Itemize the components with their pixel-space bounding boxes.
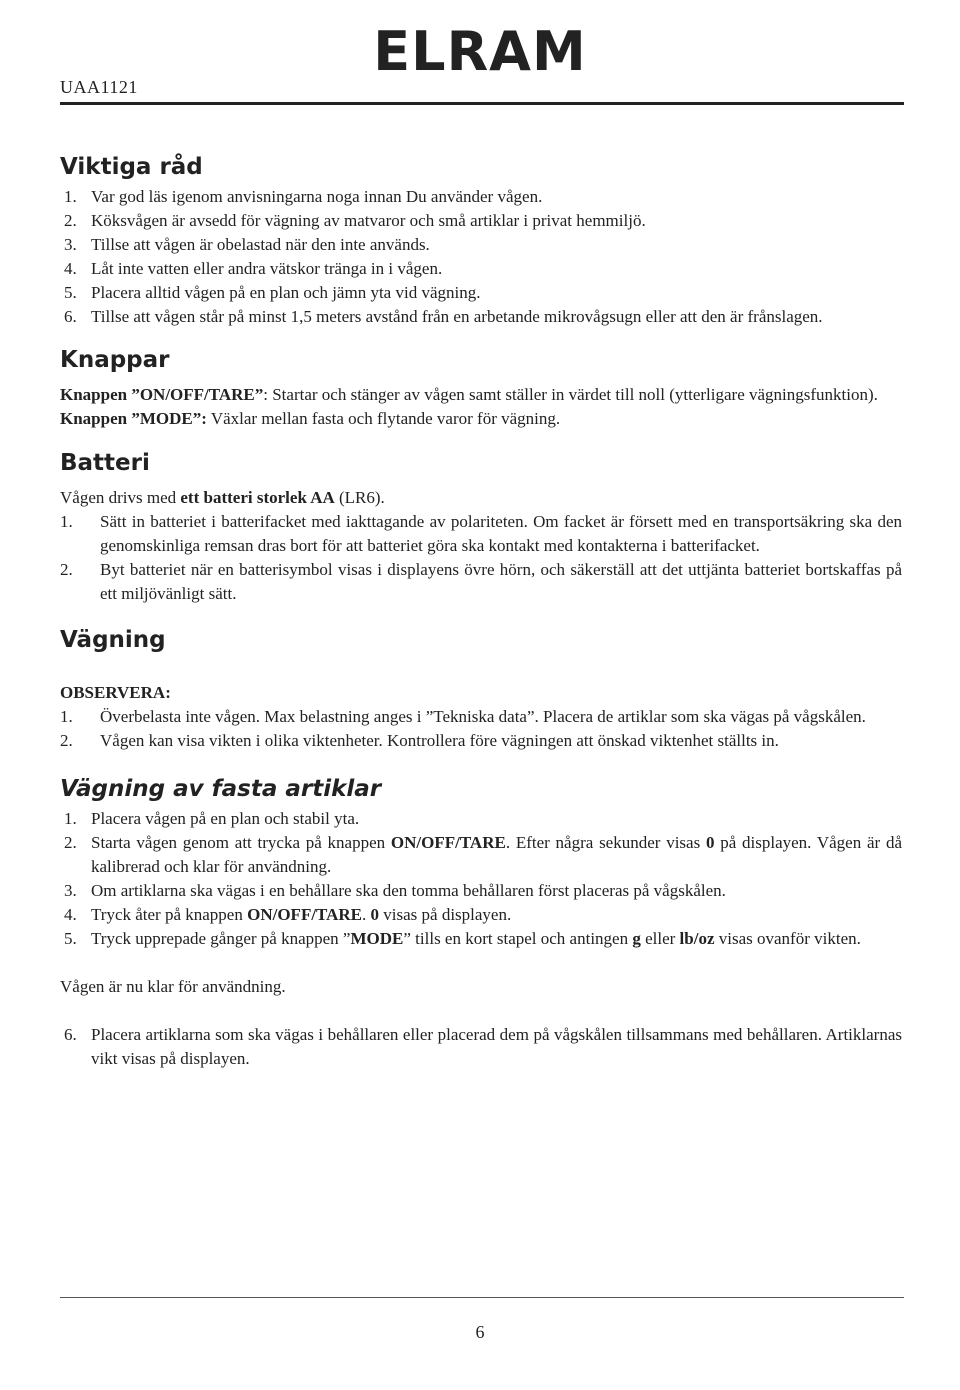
list-item: 1. Överbelasta inte vågen. Max belastning anges i ”Tekniska data”. Placera de artiklar som ska vägas på vågskålen. xyxy=(60,707,866,726)
list-item: 3. Om artiklarna ska vägas i en behållare ska den tomma behållaren först placeras på vågskålen. xyxy=(64,881,726,900)
list-item: 3. Tillse att vågen är obelastad när den inte används. xyxy=(64,235,430,254)
page-content xyxy=(60,150,902,1071)
list-item: 1. Var god läs igenom anvisningarna noga innan Du använder vågen. xyxy=(64,187,543,206)
observera-label: OBSERVERA: xyxy=(60,683,171,702)
page-header xyxy=(60,22,904,102)
heading-batteri: Batteri xyxy=(60,450,150,476)
list-item: 6. Placera artiklarna som ska vägas i behållaren eller placerad dem på vågskålen tillsammans med behållaren. Artiklarnas vikt visas på displayen. xyxy=(64,1025,902,1068)
knappar-mode: Knappen ”MODE”: Växlar mellan fasta och flytande varor för vägning. xyxy=(60,409,561,428)
list-batteri xyxy=(60,510,902,606)
list-item: 4. Tryck åter på knappen ON/OFF/TARE. 0 visas på displayen. xyxy=(64,905,512,924)
model-code: UAA1121 xyxy=(60,77,138,97)
knappar-onoff: Knappen ”ON/OFF/TARE”: Startar och stänger av vågen samt ställer in värdet till noll (ytterligare vägningsfunktion). xyxy=(60,385,878,404)
list-item: 2. Starta vågen genom att trycka på knappen ON/OFF/TARE. Efter några sekunder visas 0 på displayen. Vågen är då kalibrerad och klar för användning. xyxy=(64,833,902,876)
list-item: 6. Tillse att vågen står på minst 1,5 meters avstånd från en arbetande mikrovågsugn eller att den är frånslagen. xyxy=(64,307,823,326)
header-rule xyxy=(60,102,904,105)
list-item: 2. Köksvågen är avsedd för vägning av matvaror och små artiklar i privat hemmiljö. xyxy=(64,211,646,230)
elram-logo xyxy=(373,20,587,83)
footer-rule xyxy=(60,1297,904,1298)
list-item: 2. Vågen kan visa vikten i olika viktenheter. Kontrollera före vägningen att önskad viktenhet ställts in. xyxy=(60,731,779,750)
ready-text: Vågen är nu klar för användning. xyxy=(60,977,286,996)
list-item: 1. Sätt in batteriet i batterifacket med iakttagande av polariteten. Om facket är försett med en transportsäkring ska den genomskinliga remsan dras bort för att batteriet göra ska kontakt med kontakterna i batterifacket. xyxy=(60,512,902,555)
list-item: 2. Byt batteriet när en batterisymbol visas i displayens övre hörn, och säkerställ att det uttjänta batteriet bortskaffas på ett miljövänligt sätt. xyxy=(60,560,902,603)
page-number: 6 xyxy=(475,1322,485,1342)
list-item: 5. Placera alltid vågen på en plan och jämn yta vid vägning. xyxy=(64,283,481,302)
heading-vagning-fasta: Vägning av fasta artiklar xyxy=(60,776,382,802)
list-viktiga-rad xyxy=(60,185,902,329)
list-fasta-cont xyxy=(60,1023,902,1071)
list-item: 5. Tryck upprepade gånger på knappen ”MODE” tills en kort stapel och antingen g eller lb/oz visas ovanför vikten. xyxy=(64,929,861,948)
list-observera xyxy=(60,705,902,753)
batteri-intro: Vågen drivs med ett batteri storlek AA (LR6). xyxy=(60,488,385,507)
list-item: 1. Placera vågen på en plan och stabil yta. xyxy=(64,809,360,828)
list-fasta xyxy=(60,807,902,951)
heading-viktiga-rad: Viktiga råd xyxy=(60,154,203,180)
heading-knappar: Knappar xyxy=(60,347,170,373)
list-item: 4. Låt inte vatten eller andra vätskor tränga in i vågen. xyxy=(64,259,443,278)
heading-vagning: Vägning xyxy=(60,627,166,653)
svg-text:ELRAM: ELRAM xyxy=(373,20,587,83)
